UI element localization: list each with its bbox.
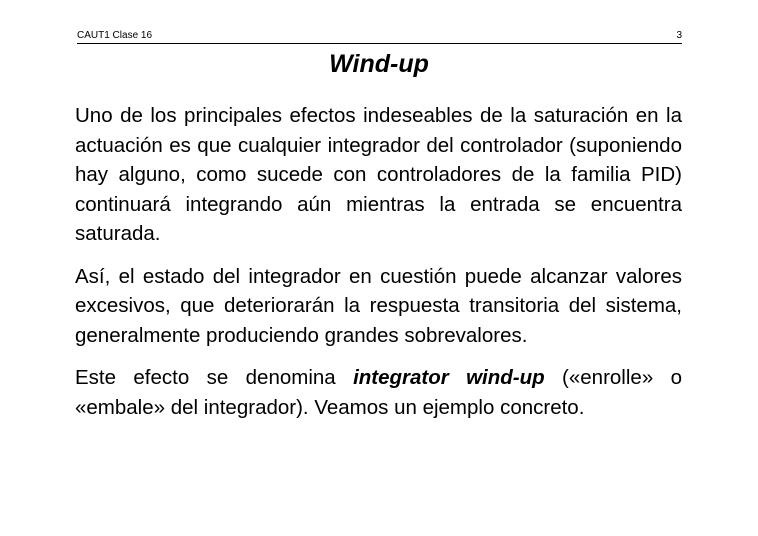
slide-body (75, 101, 682, 435)
slide-title: Wind-up (329, 50, 429, 78)
paragraph-text-before: Este efecto se denomina (75, 366, 354, 389)
course-label: CAUT1 Clase 16 (77, 30, 153, 41)
page-number: 3 (676, 30, 682, 41)
paragraph-windup-definition (75, 363, 682, 422)
term-integrator-windup: integrator wind-up (353, 366, 545, 389)
paragraph-integrator-state: Así, el estado del integrador en cuestión puede alcanzar valores excesivos, que deteriorarán la respuesta transitoria del sistema, generalmente produciendo grandes sobrevalores. (75, 264, 682, 347)
slide-header (77, 30, 682, 44)
paragraph-saturation: Uno de los principales efectos indeseables de la saturación en la actuación es que cualquier integrador del controlador (suponiendo hay alguno, como sucede con controladores de la familia PID) continuará integrando aún mientras la entrada se encuentra saturada. (75, 104, 682, 245)
paragraph-text-after: («enrolle» o «embale» del integrador). Veamos un ejemplo concreto. (75, 366, 682, 419)
